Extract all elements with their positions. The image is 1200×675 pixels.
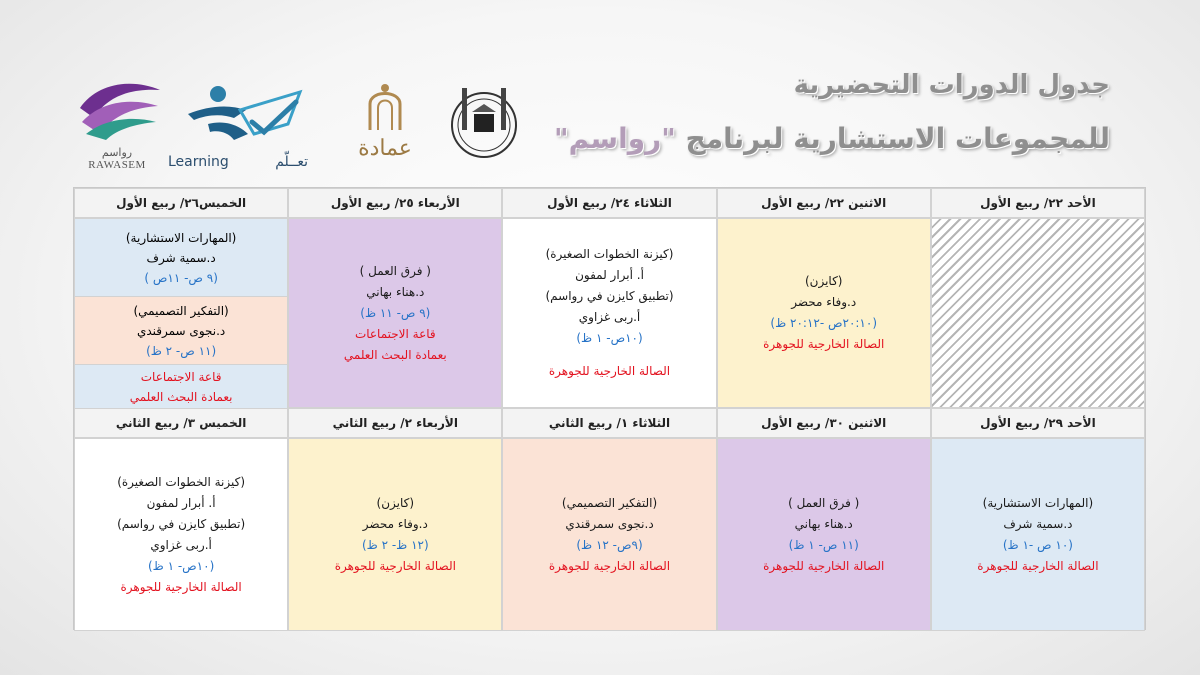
deanship-emblem-icon [330,82,440,132]
course-name: ( فرق العمل ) [788,495,860,510]
course-name: (تطبيق كايزن في رواسم) [117,516,246,531]
header-week1-wed: الأربعاء ٢٥/ ربيع الأول [288,188,502,218]
session-hall: قاعة الاجتماعات [140,370,222,384]
course-name: (التفكير التصميمي) [561,495,658,510]
course-name: (كايزن) [376,495,415,510]
session-time: (٢٠:١٠ص -٢٠:١٢ ظ) [770,316,878,330]
cell-week1-tue [502,218,716,408]
cell-week2-tue [502,438,716,631]
header-week1-sun: الأحد ٢٢/ ربيع الأول [931,188,1145,218]
session-hall: الصالة الخارجية للجوهرة [977,558,1099,573]
course-name: (المهارات الاستشارية) [125,230,237,245]
session-hall: الصالة الخارجية للجوهرة [548,558,671,573]
header-week2-wed: الأربعاء ٢/ ربيع الثاني [288,408,502,438]
instructor-name: أ. أبرار لمفون [146,495,216,510]
course-name: ( فرق العمل ) [359,263,431,278]
instructor-name: د.نجوى سمرقندي [136,323,226,338]
subtitle-text: للمجموعات الاستشارية لبرنامج [675,122,1110,155]
session-hall-detail: بعمادة البحث العلمي [129,390,233,404]
session-hall: الصالة الخارجية للجوهرة [120,579,242,594]
rawasem-swirl-icon [72,78,162,140]
schedule-table [73,187,1146,630]
session-hall: الصالة الخارجية للجوهرة [548,364,671,378]
course-name: (كايزن) [804,274,843,288]
session-time: (١٠ص- ١ ظ) [576,331,643,345]
session-time: (١١ ص- ٢ ظ) [146,343,217,358]
rawasem-latin-text: RAWASEM [88,159,146,171]
instructor-name: أ. أبرار لمفون [575,268,644,282]
session-time: (٩ ص- ١١ ظ) [360,305,431,320]
program-name: "رواسم" [554,122,676,155]
learning-arabic-text: تعــلّم [275,154,308,170]
instructor-name: أ.ربى غزاوي [150,537,212,552]
learning-logo [168,84,308,174]
session-hall: الصالة الخارجية للجوهرة [763,337,885,351]
header-week1-thu: الخميس٢٦/ ربيع الأول [74,188,288,218]
course-name: (كيزنة الخطوات الصغيرة) [545,247,674,261]
cell-week1-thu-slot2 [75,297,287,365]
header-week2-tue: الثلاثاء ١/ ربيع الثاني [502,408,716,438]
header-week2-sun: الأحد ٢٩/ ربيع الأول [931,408,1145,438]
header-week1-tue: الثلاثاء ٢٤/ ربيع الأول [502,188,716,218]
deanship-arabic-text: عمادة [358,136,412,161]
session-time: (١٠ص- ١ ظ) [147,558,215,573]
instructor-name: د.سمية شرف [146,250,216,265]
learning-latin-text: Learning [168,154,229,170]
course-name: (المهارات الاستشارية) [982,495,1094,510]
session-time: (١٠ ص -١ ظ) [1002,537,1073,552]
cell-week1-sun-empty [931,218,1145,408]
session-time: (١١ ص- ١ ظ) [788,537,859,552]
session-time: (١٢ ظ- ٢ ظ) [361,537,429,552]
instructor-name: د.سمية شرف [1003,516,1073,531]
cell-week1-thu [74,218,288,408]
header-week1-mon: الاثنين ٢٢/ ربيع الأول [717,188,931,218]
university-seal [448,80,520,170]
instructor-name: د.هناء بهاني [366,284,425,299]
rawasem-arabic-text: رواسم [101,146,133,159]
deanship-logo [330,82,440,172]
session-hall: قاعة الاجتماعات [354,326,436,341]
course-name: (تطبيق كايزن في رواسم) [545,289,674,303]
course-name: (كيزنة الخطوات الصغيرة) [117,474,246,489]
cell-week1-thu-slot1 [75,219,287,297]
instructor-name: د.هناء بهاني [794,516,853,531]
session-hall: الصالة الخارجية للجوهرة [334,558,456,573]
header-week2-mon: الاثنين ٣٠/ ربيع الأول [717,408,931,438]
instructor-name: د.وفاء محضر [791,295,857,309]
learning-figure-icon [168,84,308,146]
instructor-name: د.نجوى سمرقندي [565,516,654,531]
cell-week2-thu [74,438,288,631]
course-name: (التفكير التصميمي) [133,303,229,318]
session-time: (٩ ص- ١١ص ) [144,270,218,285]
header-week2-thu: الخميس ٣/ ربيع الثاني [74,408,288,438]
cell-week2-sun [931,438,1145,631]
cell-week1-wed [288,218,502,408]
university-seal-icon [448,80,520,170]
cell-week1-mon [717,218,931,408]
instructor-name: د.وفاء محضر [362,516,428,531]
cell-week2-wed [288,438,502,631]
instructor-name: أ.ربى غزاوي [578,310,641,324]
cell-week1-thu-hall [75,365,287,409]
session-hall: الصالة الخارجية للجوهرة [763,558,885,573]
page-subtitle [554,122,1110,155]
session-hall-detail: بعمادة البحث العلمي [343,347,447,362]
cell-week2-mon [717,438,931,631]
page-title: جدول الدورات التحضيرية [793,70,1110,100]
rawasem-logo [72,78,162,173]
session-time: (٩ص- ١٢ ظ) [576,537,643,552]
